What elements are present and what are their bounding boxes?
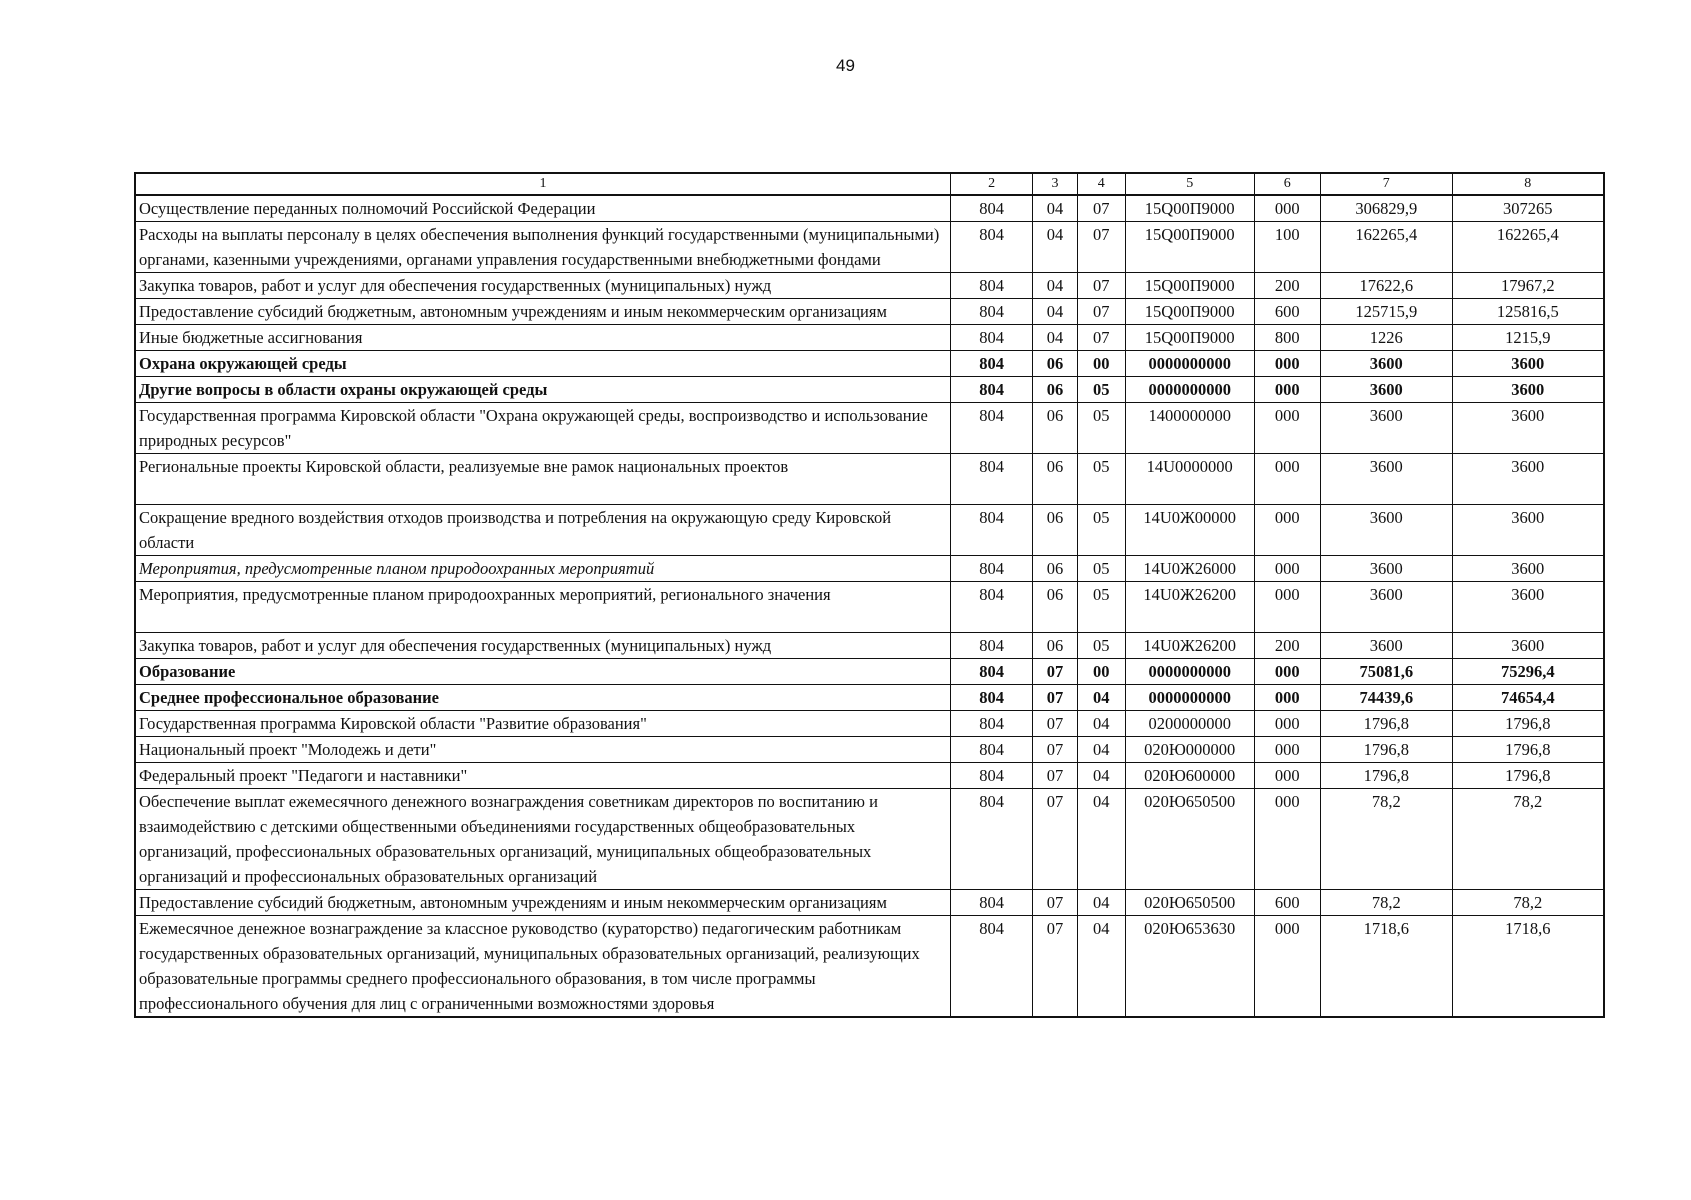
amount-year2-cell: 3600 <box>1452 505 1604 556</box>
expense-type-code-cell: 000 <box>1254 711 1320 737</box>
target-article-code-cell: 0000000000 <box>1125 685 1254 711</box>
section-code-cell: 07 <box>1033 659 1077 685</box>
amount-year1-cell: 125715,9 <box>1320 299 1452 325</box>
subsection-code-cell: 04 <box>1077 711 1125 737</box>
subsection-code-cell: 04 <box>1077 890 1125 916</box>
table-row <box>135 633 1604 659</box>
subsection-code-cell: 07 <box>1077 299 1125 325</box>
section-code-cell: 07 <box>1033 789 1077 890</box>
amount-year1-cell: 1796,8 <box>1320 763 1452 789</box>
grbs-code-cell: 804 <box>950 763 1032 789</box>
row-name-cell: Охрана окружающей среды <box>135 351 950 377</box>
table-header-row <box>135 173 1604 195</box>
grbs-code-cell: 804 <box>950 659 1032 685</box>
amount-year2-cell: 3600 <box>1452 556 1604 582</box>
target-article-code-cell: 020Ю650500 <box>1125 890 1254 916</box>
section-code-cell: 07 <box>1033 916 1077 1018</box>
header-cell: 5 <box>1125 173 1254 195</box>
target-article-code-cell: 15Q00П9000 <box>1125 325 1254 351</box>
amount-year2-cell: 78,2 <box>1452 890 1604 916</box>
target-article-code-cell: 14U0000000 <box>1125 454 1254 505</box>
expense-type-code-cell: 000 <box>1254 916 1320 1018</box>
target-article-code-cell: 0000000000 <box>1125 351 1254 377</box>
amount-year1-cell: 75081,6 <box>1320 659 1452 685</box>
expense-type-code-cell: 000 <box>1254 582 1320 633</box>
amount-year2-cell: 307265 <box>1452 195 1604 222</box>
subsection-code-cell: 00 <box>1077 351 1125 377</box>
row-name-cell: Ежемесячное денежное вознаграждение за классное руководство (кураторство) педагогическим работникам государственных образовательных организаций, муниципальных образовательных организаций, реализующих образовательные программы среднего профессионального образования, в том числе программы профессионального обучения для лиц с ограниченными возможностями здоровья <box>135 916 950 1018</box>
grbs-code-cell: 804 <box>950 633 1032 659</box>
grbs-code-cell: 804 <box>950 711 1032 737</box>
subsection-code-cell: 07 <box>1077 325 1125 351</box>
subsection-code-cell: 05 <box>1077 505 1125 556</box>
row-name-cell: Мероприятия, предусмотренные планом природоохранных мероприятий <box>135 556 950 582</box>
amount-year2-cell: 75296,4 <box>1452 659 1604 685</box>
section-code-cell: 04 <box>1033 195 1077 222</box>
section-code-cell: 04 <box>1033 222 1077 273</box>
amount-year1-cell: 306829,9 <box>1320 195 1452 222</box>
expense-type-code-cell: 000 <box>1254 351 1320 377</box>
section-code-cell: 06 <box>1033 377 1077 403</box>
grbs-code-cell: 804 <box>950 222 1032 273</box>
table-row <box>135 299 1604 325</box>
target-article-code-cell: 020Ю600000 <box>1125 763 1254 789</box>
table-row <box>135 403 1604 454</box>
header-cell: 6 <box>1254 173 1320 195</box>
amount-year2-cell: 3600 <box>1452 351 1604 377</box>
header-cell: 7 <box>1320 173 1452 195</box>
row-name-cell: Иные бюджетные ассигнования <box>135 325 950 351</box>
section-code-cell: 06 <box>1033 556 1077 582</box>
row-name-cell: Государственная программа Кировской области "Развитие образования" <box>135 711 950 737</box>
target-article-code-cell: 14U0Ж26200 <box>1125 582 1254 633</box>
row-name-cell: Федеральный проект "Педагоги и наставники" <box>135 763 950 789</box>
table-row <box>135 685 1604 711</box>
target-article-code-cell: 0200000000 <box>1125 711 1254 737</box>
amount-year1-cell: 74439,6 <box>1320 685 1452 711</box>
target-article-code-cell: 15Q00П9000 <box>1125 273 1254 299</box>
amount-year1-cell: 1718,6 <box>1320 916 1452 1018</box>
amount-year1-cell: 1226 <box>1320 325 1452 351</box>
expense-type-code-cell: 000 <box>1254 685 1320 711</box>
target-article-code-cell: 15Q00П9000 <box>1125 195 1254 222</box>
expense-type-code-cell: 000 <box>1254 737 1320 763</box>
grbs-code-cell: 804 <box>950 582 1032 633</box>
table-row <box>135 737 1604 763</box>
section-code-cell: 06 <box>1033 582 1077 633</box>
grbs-code-cell: 804 <box>950 403 1032 454</box>
subsection-code-cell: 05 <box>1077 377 1125 403</box>
table-row <box>135 351 1604 377</box>
table-row <box>135 273 1604 299</box>
amount-year1-cell: 3600 <box>1320 505 1452 556</box>
amount-year1-cell: 3600 <box>1320 351 1452 377</box>
subsection-code-cell: 05 <box>1077 556 1125 582</box>
target-article-code-cell: 020Ю000000 <box>1125 737 1254 763</box>
grbs-code-cell: 804 <box>950 916 1032 1018</box>
section-code-cell: 07 <box>1033 737 1077 763</box>
amount-year2-cell: 3600 <box>1452 582 1604 633</box>
table-row <box>135 582 1604 633</box>
row-name-cell: Региональные проекты Кировской области, реализуемые вне рамок национальных проектов <box>135 454 950 505</box>
subsection-code-cell: 07 <box>1077 273 1125 299</box>
header-cell: 2 <box>950 173 1032 195</box>
table-row <box>135 325 1604 351</box>
section-code-cell: 06 <box>1033 454 1077 505</box>
amount-year2-cell: 3600 <box>1452 633 1604 659</box>
table-row <box>135 789 1604 890</box>
table-row <box>135 222 1604 273</box>
page-number: 49 <box>836 56 855 75</box>
amount-year2-cell: 125816,5 <box>1452 299 1604 325</box>
amount-year1-cell: 3600 <box>1320 633 1452 659</box>
table-row <box>135 195 1604 222</box>
amount-year2-cell: 1215,9 <box>1452 325 1604 351</box>
row-name-cell: Предоставление субсидий бюджетным, автономным учреждениям и иным некоммерческим организациям <box>135 299 950 325</box>
grbs-code-cell: 804 <box>950 454 1032 505</box>
target-article-code-cell: 020Ю653630 <box>1125 916 1254 1018</box>
row-name-cell: Закупка товаров, работ и услуг для обеспечения государственных (муниципальных) нужд <box>135 273 950 299</box>
amount-year1-cell: 1796,8 <box>1320 737 1452 763</box>
amount-year2-cell: 1796,8 <box>1452 711 1604 737</box>
subsection-code-cell: 05 <box>1077 403 1125 454</box>
row-name-cell: Мероприятия, предусмотренные планом природоохранных мероприятий, регионального значения <box>135 582 950 633</box>
amount-year2-cell: 162265,4 <box>1452 222 1604 273</box>
amount-year1-cell: 3600 <box>1320 377 1452 403</box>
amount-year2-cell: 1718,6 <box>1452 916 1604 1018</box>
target-article-code-cell: 0000000000 <box>1125 377 1254 403</box>
row-name-cell: Образование <box>135 659 950 685</box>
header-cell: 8 <box>1452 173 1604 195</box>
subsection-code-cell: 05 <box>1077 633 1125 659</box>
amount-year1-cell: 3600 <box>1320 454 1452 505</box>
section-code-cell: 07 <box>1033 763 1077 789</box>
row-name-cell: Среднее профессиональное образование <box>135 685 950 711</box>
amount-year2-cell: 1796,8 <box>1452 763 1604 789</box>
expense-type-code-cell: 000 <box>1254 505 1320 556</box>
grbs-code-cell: 804 <box>950 299 1032 325</box>
target-article-code-cell: 020Ю650500 <box>1125 789 1254 890</box>
header-cell: 3 <box>1033 173 1077 195</box>
target-article-code-cell: 14U0Ж00000 <box>1125 505 1254 556</box>
amount-year2-cell: 3600 <box>1452 403 1604 454</box>
section-code-cell: 06 <box>1033 403 1077 454</box>
expense-type-code-cell: 000 <box>1254 377 1320 403</box>
row-name-cell: Осуществление переданных полномочий Российской Федерации <box>135 195 950 222</box>
expense-type-code-cell: 200 <box>1254 273 1320 299</box>
subsection-code-cell: 05 <box>1077 454 1125 505</box>
expense-type-code-cell: 000 <box>1254 789 1320 890</box>
expense-type-code-cell: 600 <box>1254 299 1320 325</box>
table-row <box>135 556 1604 582</box>
header-cell: 4 <box>1077 173 1125 195</box>
amount-year1-cell: 3600 <box>1320 403 1452 454</box>
subsection-code-cell: 04 <box>1077 789 1125 890</box>
expense-type-code-cell: 100 <box>1254 222 1320 273</box>
grbs-code-cell: 804 <box>950 685 1032 711</box>
budget-table <box>134 172 1605 1018</box>
grbs-code-cell: 804 <box>950 505 1032 556</box>
subsection-code-cell: 05 <box>1077 582 1125 633</box>
amount-year1-cell: 162265,4 <box>1320 222 1452 273</box>
row-name-cell: Обеспечение выплат ежемесячного денежного вознаграждения советникам директоров по воспитанию и взаимодействию с детскими общественными объединениями государственных общеобразовательных организаций, профессиональных образовательных организаций, муниципальных общеобразовательных организаций и профессиональных образовательных организаций <box>135 789 950 890</box>
section-code-cell: 04 <box>1033 273 1077 299</box>
grbs-code-cell: 804 <box>950 351 1032 377</box>
target-article-code-cell: 15Q00П9000 <box>1125 222 1254 273</box>
amount-year2-cell: 17967,2 <box>1452 273 1604 299</box>
subsection-code-cell: 04 <box>1077 916 1125 1018</box>
expense-type-code-cell: 200 <box>1254 633 1320 659</box>
subsection-code-cell: 07 <box>1077 195 1125 222</box>
subsection-code-cell: 00 <box>1077 659 1125 685</box>
grbs-code-cell: 804 <box>950 195 1032 222</box>
amount-year2-cell: 74654,4 <box>1452 685 1604 711</box>
table-row <box>135 763 1604 789</box>
grbs-code-cell: 804 <box>950 556 1032 582</box>
subsection-code-cell: 04 <box>1077 737 1125 763</box>
section-code-cell: 04 <box>1033 325 1077 351</box>
row-name-cell: Другие вопросы в области охраны окружающей среды <box>135 377 950 403</box>
amount-year1-cell: 3600 <box>1320 582 1452 633</box>
amount-year1-cell: 3600 <box>1320 556 1452 582</box>
amount-year1-cell: 1796,8 <box>1320 711 1452 737</box>
amount-year2-cell: 3600 <box>1452 454 1604 505</box>
amount-year1-cell: 78,2 <box>1320 789 1452 890</box>
amount-year1-cell: 17622,6 <box>1320 273 1452 299</box>
row-name-cell: Расходы на выплаты персоналу в целях обеспечения выполнения функций государственными (муниципальными) органами, казенными учреждениями, органами управления государственными внебюджетными фондами <box>135 222 950 273</box>
subsection-code-cell: 04 <box>1077 763 1125 789</box>
section-code-cell: 04 <box>1033 299 1077 325</box>
expense-type-code-cell: 600 <box>1254 890 1320 916</box>
grbs-code-cell: 804 <box>950 273 1032 299</box>
subsection-code-cell: 04 <box>1077 685 1125 711</box>
expense-type-code-cell: 000 <box>1254 763 1320 789</box>
row-name-cell: Государственная программа Кировской области "Охрана окружающей среды, воспроизводство и использование природных ресурсов" <box>135 403 950 454</box>
amount-year2-cell: 1796,8 <box>1452 737 1604 763</box>
header-cell: 1 <box>135 173 950 195</box>
target-article-code-cell: 0000000000 <box>1125 659 1254 685</box>
expense-type-code-cell: 000 <box>1254 403 1320 454</box>
target-article-code-cell: 15Q00П9000 <box>1125 299 1254 325</box>
table-row <box>135 377 1604 403</box>
subsection-code-cell: 07 <box>1077 222 1125 273</box>
target-article-code-cell: 14U0Ж26200 <box>1125 633 1254 659</box>
amount-year1-cell: 78,2 <box>1320 890 1452 916</box>
expense-type-code-cell: 000 <box>1254 659 1320 685</box>
target-article-code-cell: 14U0Ж26000 <box>1125 556 1254 582</box>
expense-type-code-cell: 000 <box>1254 195 1320 222</box>
table-row <box>135 890 1604 916</box>
amount-year2-cell: 78,2 <box>1452 789 1604 890</box>
expense-type-code-cell: 000 <box>1254 556 1320 582</box>
row-name-cell: Национальный проект "Молодежь и дети" <box>135 737 950 763</box>
table-row <box>135 505 1604 556</box>
row-name-cell: Предоставление субсидий бюджетным, автономным учреждениям и иным некоммерческим организациям <box>135 890 950 916</box>
row-name-cell: Сокращение вредного воздействия отходов производства и потребления на окружающую среду Кировской области <box>135 505 950 556</box>
section-code-cell: 07 <box>1033 890 1077 916</box>
expense-type-code-cell: 800 <box>1254 325 1320 351</box>
table-row <box>135 916 1604 1018</box>
table-row <box>135 711 1604 737</box>
row-name-cell: Закупка товаров, работ и услуг для обеспечения государственных (муниципальных) нужд <box>135 633 950 659</box>
section-code-cell: 07 <box>1033 685 1077 711</box>
section-code-cell: 06 <box>1033 505 1077 556</box>
grbs-code-cell: 804 <box>950 377 1032 403</box>
amount-year2-cell: 3600 <box>1452 377 1604 403</box>
grbs-code-cell: 804 <box>950 890 1032 916</box>
grbs-code-cell: 804 <box>950 789 1032 890</box>
section-code-cell: 06 <box>1033 351 1077 377</box>
section-code-cell: 07 <box>1033 711 1077 737</box>
table-row <box>135 659 1604 685</box>
target-article-code-cell: 1400000000 <box>1125 403 1254 454</box>
grbs-code-cell: 804 <box>950 737 1032 763</box>
expense-type-code-cell: 000 <box>1254 454 1320 505</box>
grbs-code-cell: 804 <box>950 325 1032 351</box>
section-code-cell: 06 <box>1033 633 1077 659</box>
table-row <box>135 454 1604 505</box>
